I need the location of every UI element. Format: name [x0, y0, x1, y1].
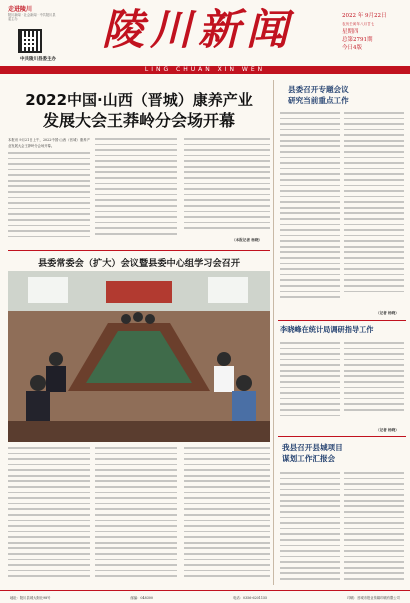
section-rule	[8, 250, 270, 251]
meeting-text-col3	[184, 447, 270, 587]
meeting-headline: 县委常委会（扩大）会议暨县委中心组学习会召开	[37, 258, 241, 269]
qr-code-icon	[18, 29, 42, 53]
lead-headline-line1: 2022中国·山西（晋城）康养产业	[25, 91, 253, 109]
side-story-1-byline: （记者 杨晓）	[376, 311, 399, 315]
footer-postcode: 邮编：048300	[130, 595, 154, 600]
lead-para-1: 本报讯 9月21日上午，2022中国·山西（晋城）康养产业发展大会王莽岭分会场开幕。	[8, 138, 90, 148]
side-story-2-byline: （记者 杨晓）	[376, 428, 399, 432]
side-story-3-title	[282, 442, 400, 464]
side-story-1-col1	[280, 112, 340, 308]
page-count: 今日4版	[342, 45, 362, 51]
lead-text-col2	[95, 138, 177, 242]
footer	[0, 590, 410, 603]
mini-brand: 走进陵川	[8, 6, 33, 13]
side-story-1-title-line2: 研究当前重点工作	[288, 96, 349, 105]
side-rule-1	[278, 320, 406, 321]
side-story-3-col2	[344, 472, 404, 586]
column-divider	[273, 80, 274, 585]
lead-headline-line2: 发展大会王莽岭分会场开幕	[42, 111, 235, 130]
lunar-date: 农历壬寅年八月廿七	[342, 22, 375, 26]
issue-number: 总第2791期	[342, 37, 373, 43]
meeting-photo	[8, 271, 270, 442]
side-story-1-title	[288, 84, 406, 106]
masthead	[0, 0, 410, 66]
meeting-text-col2	[95, 447, 177, 587]
date-block	[342, 12, 402, 52]
side-story-1-title-line1: 县委召开专题会议	[288, 85, 349, 94]
lead-headline	[8, 90, 270, 132]
lead-byline: （本报记者 杨晓）	[232, 238, 263, 242]
side-story-2-col1	[280, 342, 340, 424]
side-story-2-col2	[344, 342, 404, 424]
side-story-3-col1	[280, 472, 340, 586]
newspaper-title: 陵川新闻	[102, 5, 295, 54]
pinyin-title: LING CHUAN XIN WEN	[144, 66, 266, 73]
lead-text-col1	[8, 152, 90, 242]
footer-address: 地址：陵川县城大街北98号	[10, 595, 51, 600]
qr-caption: 中共陵川县委主办	[20, 57, 56, 62]
meeting-text-col1	[8, 447, 90, 587]
side-story-3-title-line2: 谋划工作汇报会	[282, 454, 336, 463]
footer-phone: 电话：0356-6201155	[233, 595, 268, 600]
date: 2022 年 9月22日	[342, 13, 387, 19]
lead-text-col3	[184, 138, 270, 236]
weekday: 星期四	[342, 29, 359, 35]
side-rule-2	[278, 436, 406, 437]
mini-info: 陵川新闻 · 社会新闻 · 中共陵川县委主办	[8, 13, 56, 21]
footer-printer: 印刷：晋城市报业传媒印刷有限公司	[347, 595, 400, 600]
side-story-2-title: 李晓峰在统计局调研指导工作	[280, 325, 374, 334]
side-story-1-col2	[344, 112, 404, 308]
meeting-illustration	[8, 271, 270, 442]
side-story-3-title-line1: 我县召开县城项目	[282, 443, 343, 452]
